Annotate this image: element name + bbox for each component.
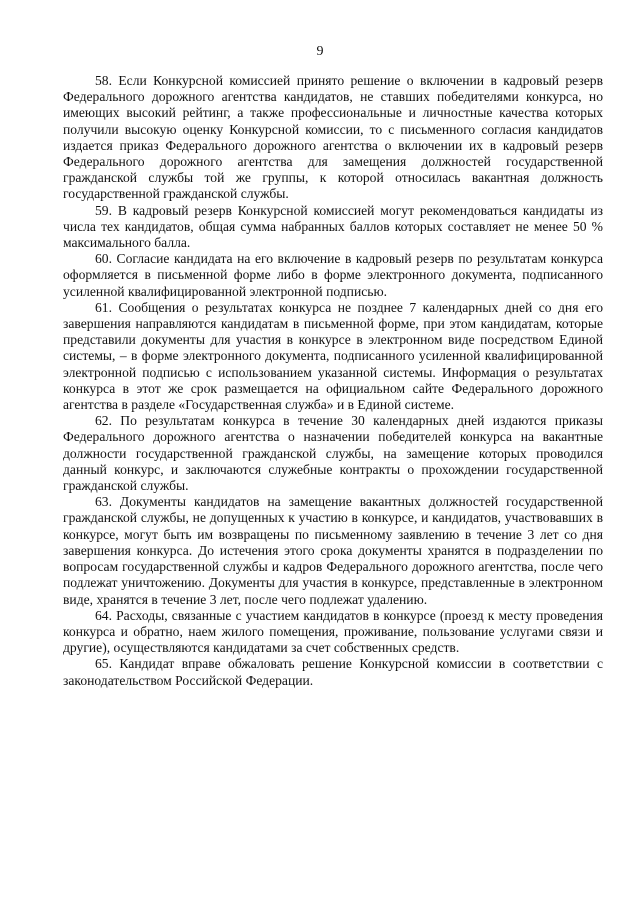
page-number: 9	[316, 44, 324, 59]
paragraph-65: 65. Кандидат вправе обжаловать решение Конкурсной комиссии в соответствии с законодательством Российской Федерации.	[63, 656, 603, 688]
paragraph-62: 62. По результатам конкурса в течение 30 календарных дней издаются приказы Федерального дорожного агентства о назначении победителей конкурса на вакантные должности государственной гражданской службы, на замещение которых проводился данный конкурс, и заключаются служебные контракты о прохождении государственной гражданской службы.	[63, 413, 603, 494]
paragraph-59: 59. В кадровый резерв Конкурсной комиссией могут рекомендоваться кандидаты из числа тех кандидатов, общая сумма набранных баллов которых составляет не менее 50 % максимального балла.	[63, 202, 603, 251]
paragraph-60: 60. Согласие кандидата на его включение в кадровый резерв по результатам конкурса оформляется в письменной форме либо в форме электронного документа, подписанного усиленной квалифицированной электронной подписью.	[63, 251, 603, 299]
document-body	[63, 73, 603, 689]
paragraph-61: 61. Сообщения о результатах конкурса не позднее 7 календарных дней со дня его завершения направляются кандидатам в письменной форме, при этом кандидатам, которые представили документы для участия в конкурсе в электронном виде посредством Единой системы, – в форме электронного документа, подписанного усиленной квалифицированной электронной подписью с использованием указанной системы. Информация о результатах конкурса в этот же срок размещается на официальном сайте Федерального дорожного агентства в разделе «Государственная служба» и в Единой системе.	[63, 299, 603, 413]
paragraph-63: 63. Документы кандидатов на замещение вакантных должностей государственной гражданской службы, не допущенных к участию в конкурсе, и кандидатов, участвовавших в конкурсе, могут быть им возвращены по письменному заявлению в течение 3 лет со дня завершения конкурса. До истечения этого срока документы хранятся в подразделении по вопросам государственной службы и кадров Федерального дорожного агентства, после чего подлежат уничтожению. Документы для участия в конкурсе, представленные в электронном виде, хранятся в течение 3 лет, после чего подлежат удалению.	[63, 494, 603, 607]
paragraph-64: 64. Расходы, связанные с участием кандидатов в конкурсе (проезд к месту проведения конкурса и обратно, наем жилого помещения, проживание, пользование услугами связи и другие), осуществляются кандидатами за счет собственных средств.	[63, 607, 603, 656]
paragraph-58: 58. Если Конкурсной комиссией принято решение о включении в кадровый резерв Федерального дорожного агентства кандидатов, не ставших победителями конкурса, но имеющих высокий рейтинг, а также профессиональные и личностные качества которых получили высокую оценку Конкурсной комиссии, то с письменного согласия кандидатов издается приказ Федерального дорожного агентства о включении их в кадровый резерв Федерального дорожного агентства для замещения должностей государственной гражданской службы той же группы, к которой относилась вакантная должность государственной гражданской службы.	[63, 73, 603, 202]
